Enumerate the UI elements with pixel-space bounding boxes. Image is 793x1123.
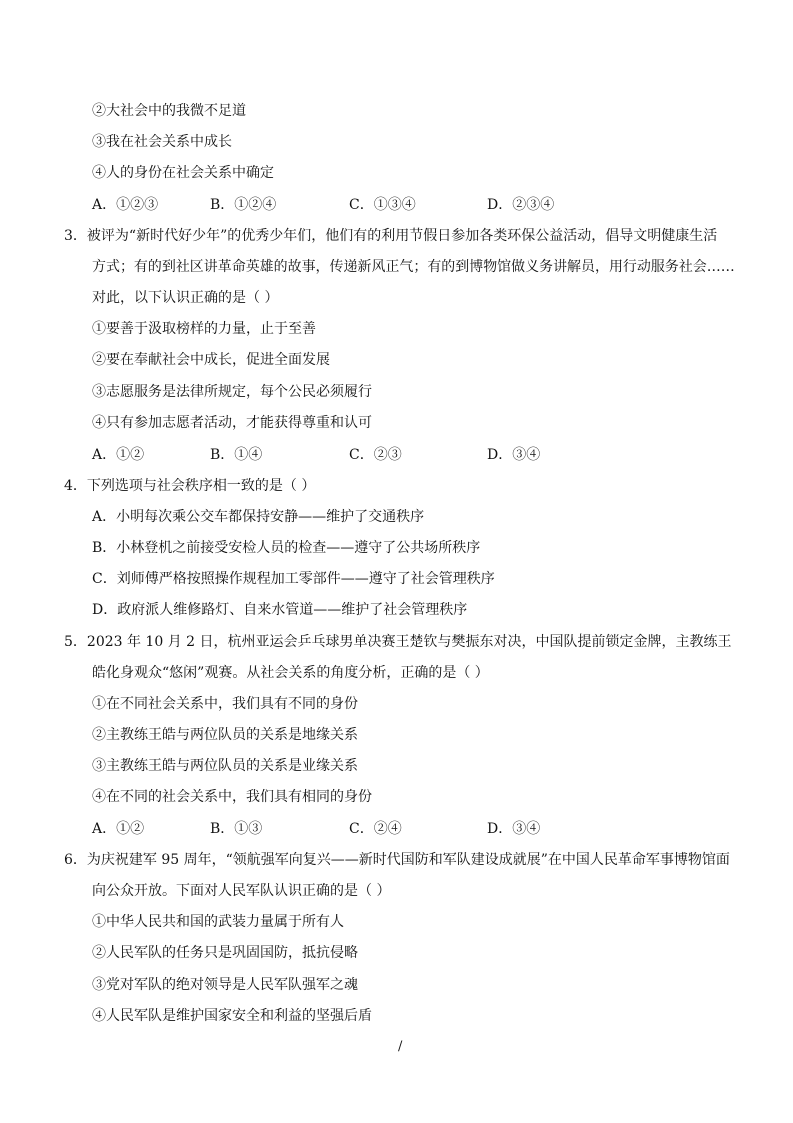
q3-option-d: D．③④ bbox=[487, 447, 541, 463]
q5-option-b: B．①③ bbox=[210, 821, 263, 837]
q3-stem-line-2: 方式；有的到社区讲革命英雄的故事，传递新风正气；有的到博物馆做义务讲解员，用行动服务社会…… bbox=[92, 259, 735, 275]
q3-option-c: C．②③ bbox=[349, 447, 402, 463]
q3-statement-2: ②要在奉献社会中成长，促进全面发展 bbox=[92, 352, 330, 368]
q4-option-b: B．小林登机之前接受安检人员的检查——遵守了公共场所秩序 bbox=[92, 540, 481, 556]
q6-stem-line-1: 6．为庆祝建军 95 周年，“领航强军向复兴——新时代国防和军队建设成就展”在中国人民革命军事博物馆面 bbox=[64, 852, 730, 868]
q4-option-a: A．小明每次乘公交车都保持安静——维护了交通秩序 bbox=[92, 509, 425, 525]
q3-statement-4: ④只有参加志愿者活动，才能获得尊重和认可 bbox=[92, 415, 372, 431]
q2-option-c: C．①③④ bbox=[349, 197, 416, 213]
q6-statement-4: ④人民军队是维护国家安全和利益的坚强后盾 bbox=[92, 1008, 372, 1024]
q5-options bbox=[92, 819, 712, 839]
q6-stem-line-2: 向公众开放。下面对人民军队认识正确的是（ ） bbox=[92, 883, 391, 899]
q5-option-a: A．①② bbox=[92, 821, 145, 837]
q3-option-b: B．①④ bbox=[210, 447, 263, 463]
page-number: / bbox=[398, 1039, 403, 1054]
q5-stem-line-2: 皓化身观众“悠闲”观赛。从社会关系的角度分析，正确的是（ ） bbox=[92, 665, 489, 681]
q3-option-a: A．①② bbox=[92, 447, 145, 463]
q2-option-a: A．①②③ bbox=[92, 197, 159, 213]
q2-statement-2: ②大社会中的我微不足道 bbox=[92, 103, 246, 119]
q5-statement-4: ④在不同的社会关系中，我们具有相同的身份 bbox=[92, 789, 372, 805]
q4-option-c: C．刘师傅严格按照操作规程加工零部件——遵守了社会管理秩序 bbox=[92, 571, 495, 587]
q5-statement-3: ③主教练王皓与两位队员的关系是业缘关系 bbox=[92, 758, 358, 774]
q6-statement-1: ①中华人民共和国的武装力量属于所有人 bbox=[92, 914, 344, 930]
q6-statement-2: ②人民军队的任务只是巩固国防，抵抗侵略 bbox=[92, 945, 358, 961]
q3-stem-line-3: 对此，以下认识正确的是（ ） bbox=[92, 290, 279, 306]
q2-options bbox=[92, 195, 712, 215]
q3-statement-1: ①要善于汲取榜样的力量，止于至善 bbox=[92, 321, 316, 337]
q5-option-d: D．③④ bbox=[487, 821, 541, 837]
q5-statement-2: ②主教练王皓与两位队员的关系是地缘关系 bbox=[92, 727, 358, 743]
q3-stem-line-1: 3．被评为“新时代好少年”的优秀少年们，他们有的利用节假日参加各类环保公益活动，倡导文明健康生活 bbox=[64, 228, 718, 244]
q3-statement-3: ③志愿服务是法律所规定，每个公民必须履行 bbox=[92, 384, 372, 400]
q2-statement-3: ③我在社会关系中成长 bbox=[92, 134, 232, 150]
q6-statement-3: ③党对军队的绝对领导是人民军队强军之魂 bbox=[92, 977, 358, 993]
q3-options bbox=[92, 445, 712, 465]
q5-statement-1: ①在不同社会关系中，我们具有不同的身份 bbox=[92, 696, 358, 712]
q2-option-d: D．②③④ bbox=[487, 197, 555, 213]
q2-option-b: B．①②④ bbox=[210, 197, 277, 213]
q5-stem-line-1: 5．2023 年 10 月 2 日，杭州亚运会乒乓球男单决赛王楚钦与樊振东对决，中国队提前锁定金牌，主教练王 bbox=[64, 634, 732, 650]
q4-option-d: D．政府派人维修路灯、自来水管道——维护了社会管理秩序 bbox=[92, 602, 468, 618]
q5-option-c: C．②④ bbox=[349, 821, 402, 837]
q4-stem: 4．下列选项与社会秩序相一致的是（ ） bbox=[64, 478, 316, 494]
q2-statement-4: ④人的身份在社会关系中确定 bbox=[92, 165, 274, 181]
